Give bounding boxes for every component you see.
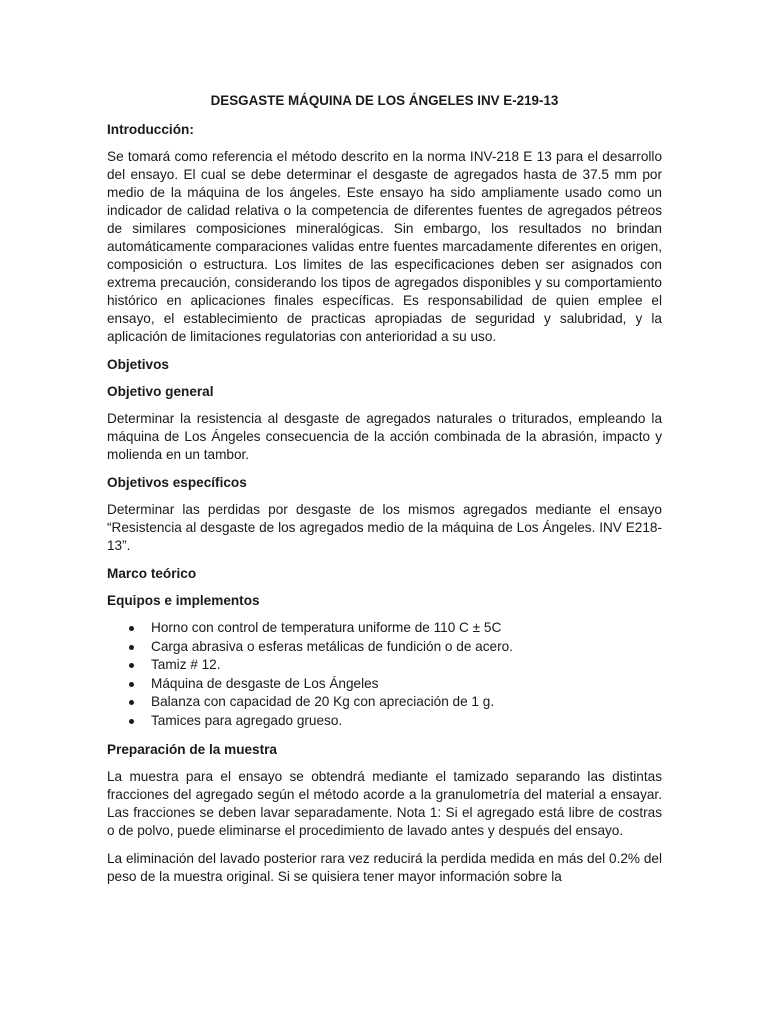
document-title: DESGASTE MÁQUINA DE LOS ÁNGELES INV E-219-13 — [210, 93, 559, 108]
bullet-icon — [129, 700, 134, 705]
list-item — [129, 712, 662, 731]
list-item — [129, 693, 662, 712]
document-page — [107, 92, 662, 896]
equipment-item-label: Balanza con capacidad de 20 Kg con apreciación de 1 g. — [151, 694, 495, 710]
list-item — [129, 638, 662, 657]
equipment-heading: Equipos e implementos — [107, 593, 260, 608]
general-objective-paragraph: Determinar la resistencia al desgaste de agregados naturales o triturados, empleando la máquina de Los Ángeles consecuencia de la acción combinada de la abrasión, impacto y molienda en un tambor. — [107, 411, 662, 462]
objectives-heading: Objetivos — [107, 357, 169, 372]
list-item — [129, 656, 662, 675]
equipment-item-label: Tamices para agregado grueso. — [151, 712, 343, 728]
equipment-item-label: Tamiz # 12. — [151, 657, 221, 673]
theory-heading: Marco teórico — [107, 566, 197, 581]
specific-objectives-heading: Objetivos específicos — [107, 475, 247, 490]
list-item — [129, 619, 662, 638]
equipment-item-label: Máquina de desgaste de Los Ángeles — [151, 675, 379, 691]
sample-preparation-heading: Preparación de la muestra — [107, 741, 277, 757]
general-objective-heading: Objetivo general — [107, 384, 214, 399]
bullet-icon — [129, 719, 134, 724]
equipment-item-label: Horno con control de temperatura uniforme de 110 C ± 5C — [151, 620, 502, 635]
equipment-list — [107, 619, 662, 731]
sample-preparation-paragraph: La muestra para el ensayo se obtendrá mediante el tamizado separando las distintas fracciones del agregado según el método acorde a la granulometría del material a ensayar. Las fracciones se deben lavar separadamente. Nota 1: Si el agregado está libre de costras o de polvo, puede eliminarse el procedimiento de lavado antes y después del ensayo. — [107, 768, 662, 838]
list-item — [129, 675, 662, 694]
equipment-item-label: Carga abrasiva o esferas metálicas de fundición o de acero. — [151, 638, 513, 654]
bullet-icon — [129, 645, 134, 650]
introduction-paragraph: Se tomará como referencia el método descrito en la norma INV-218 E 13 para el desarrollo del ensayo. El cual se debe determinar el desgaste de agregados hasta de 37.5 mm por medio de la máquina de los ángeles. Este ensayo ha sido ampliamente usado como un indicador de calidad relativa o la competencia de diferentes fuentes de agregados pétreos de similares composiciones mineralógicas. Sin embargo, los resultados no brindan automáticamente comparaciones validas entre fuentes marcadamente diferentes en origen, composición o estructura. Los limites de las especificaciones deben ser asignados con extrema precaución, considerando los tipos de agregados disponibles y su comportamiento histórico en aplicaciones finales específicas. Es responsabilidad de quien emplee el ensayo, el establecimiento de practicas apropiadas de seguridad y salubridad, y la aplicación de limitaciones regulatorias con anterioridad a su uso. — [107, 149, 662, 344]
introduction-heading: Introducción: — [107, 122, 194, 137]
bullet-icon — [129, 663, 134, 668]
specific-objectives-paragraph: Determinar las perdidas por desgaste de los mismos agregados mediante el ensayo “Resistencia al desgaste de los agregados medio de la máquina de Los Ángeles. INV E218-13”. — [107, 502, 662, 553]
bullet-icon — [129, 682, 134, 687]
bullet-icon — [129, 626, 134, 631]
washing-paragraph: La eliminación del lavado posterior rara vez reducirá la perdida medida en más del 0.2% del peso de la muestra original. Si se quisiera tener mayor información sobre la — [107, 850, 662, 884]
